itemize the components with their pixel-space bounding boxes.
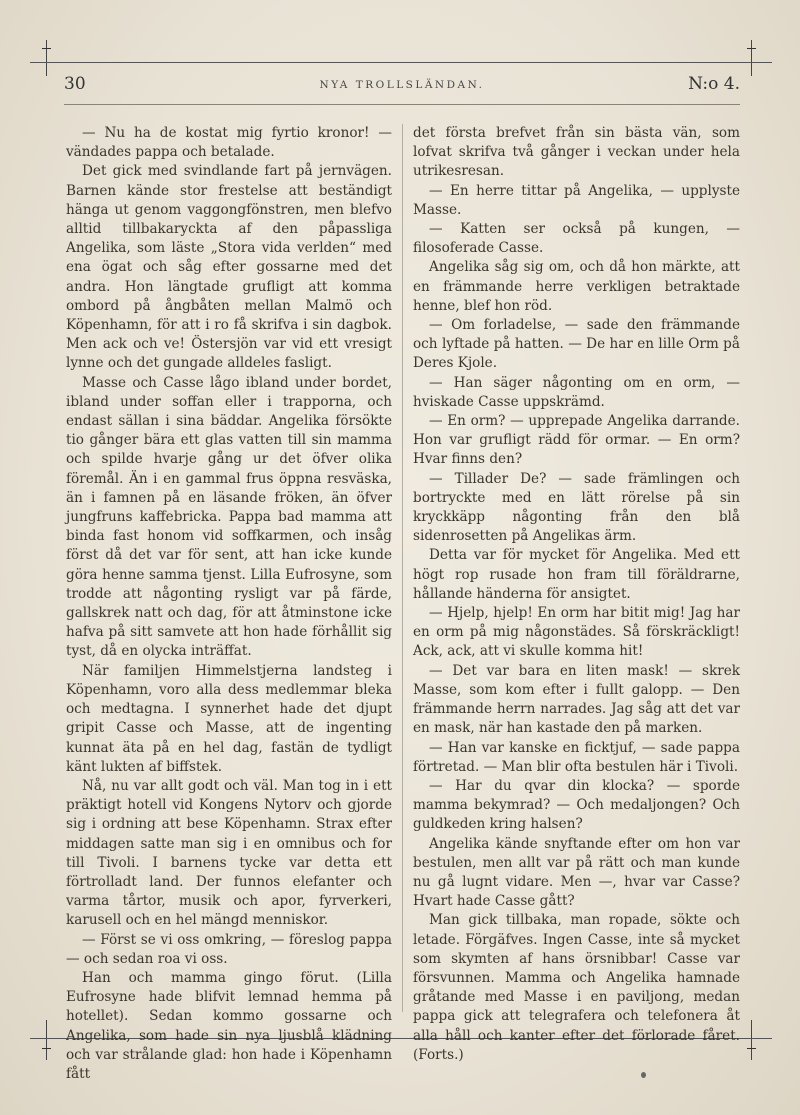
page-number: 30: [64, 74, 86, 94]
crop-mark: [42, 48, 51, 58]
paragraph: Angelika kände snyftande efter om hon var bestulen, men allt var på rätt och man kunde nu gå lugnt vidare. Men —, hvar var Casse? Hvart hade Casse gått?: [413, 835, 740, 910]
paragraph: Han och mamma gingo förut. (Lilla Eufrosyne hade blifvit lemnad hemma på hotellet). Sedan kommo gossarne och Angelika, som hade sin nya ljusblå klädning och var strålande glad: hon hade i Köpenhamn fått: [66, 969, 392, 1082]
paragraph: Nå, nu var allt godt och väl. Man tog in i ett präktigt hotell vid Kongens Nytorv och gjorde sig i ordning att bese Köpenhamn. Strax efter middagen satte man sig i en omnibus och for till Tivoli. I barnens tycke var detta ett förtrolladt land. Der funnos elefanter och varma tårtor, musik och apor, fyrverkeri, karusell och en hel mängd menniskor.: [66, 777, 392, 929]
paragraph: — En herre tittar på Angelika, — upplyste Masse.: [413, 182, 740, 218]
crop-mark: [42, 1048, 51, 1058]
paragraph: — Har du qvar din klocka? — sporde mamma bekymrad? — Och medaljongen? Och guldkeden kring halsen?: [413, 777, 740, 833]
right-text-column: [413, 124, 740, 1065]
left-text-column: [66, 124, 392, 1084]
paragraph: — En orm? — upprepade Angelika darrande. Hon var grufligt rädd för ormar. — En orm? Hvar finns den?: [413, 413, 740, 468]
paragraph: — Han var kanske en ficktjuf, — sade pappa förtretad. — Man blir ofta bestulen här i Tivoli.: [413, 739, 740, 775]
paragraph: det första brefvet från sin bästa vän, som lofvat skrifva två gånger i veckan under hela utrikesresan.: [413, 125, 740, 180]
paragraph: Detta var för mycket för Angelika. Med ett högt rop rusade hon fram till föräldrarne, hållande händerna för ansigtet.: [413, 547, 740, 602]
journal-title: NYA TROLLSLÄNDAN.: [319, 79, 485, 91]
registration-mark: [46, 40, 47, 76]
frame-rule-top: [30, 62, 772, 63]
ink-fleck: [641, 1072, 646, 1078]
paragraph: — Om forladelse, — sade den främmande och lyftade på hatten. — De har en lille Orm på Deres Kjole.: [413, 317, 740, 372]
page-header: [64, 74, 740, 98]
registration-mark: [751, 40, 752, 76]
paragraph: Det gick med svindlande fart på jernvägen. Barnen kände stor frestelse att beständigt hänga ut genom vaggongfönstren, men blefvo alltid tillbakaryckta af den påpassliga Angelika, som läste „Stora vida verlden“ med ena ögat och såg efter gossarne med det andra. Hon längtade grufligt att komma ombord på ångbåten mellan Malmö och Köpenhamn, för att i ro få skrifva i sin dagbok. Men ack och ve! Östersjön var vid ett vresigt lynne och det gungade alldeles fasligt.: [66, 163, 392, 372]
column-divider: [402, 124, 403, 1012]
paragraph: — Tillader De? — sade främlingen och bortryckte med en lätt rörelse på sin kryckkäpp någonting från den blå sidenrosetten på Angelikas ärm.: [413, 470, 740, 545]
paragraph: Angelika såg sig om, och då hon märkte, att en främmande herre verkligen betraktade henne, blef hon röd.: [413, 259, 740, 314]
crop-mark: [747, 48, 756, 58]
paragraph: Man gick tillbaka, man ropade, sökte och letade. Förgäfves. Ingen Casse, inte så mycket som skymten af hans örsnibbar! Casse var försvunnen. Mamma och Angelika hamnade gråtande med Masse i en paviljong, medan pappa gick att telegrafera och telefonera åt alla håll och kanter efter det förlorade fåret. (Forts.): [413, 912, 740, 1063]
paragraph: — Nu ha de kostat mig fyrtio kronor! — vändades pappa och betalade.: [66, 125, 392, 161]
paragraph: — Först se vi oss omkring, — föreslog pappa — och sedan roa vi oss.: [66, 931, 392, 967]
paragraph: — Han säger någonting om en orm, — hviskade Casse uppskrämd.: [413, 374, 740, 410]
paragraph: — Katten ser också på kungen, — filosoferade Casse.: [413, 221, 740, 257]
paragraph: — Hjelp, hjelp! En orm har bitit mig! Jag har en orm på mig någonstädes. Så förskräckligt! Ack, ack, att vi skulle komma hit!: [413, 605, 740, 660]
header-rule: [64, 104, 740, 105]
paragraph: — Det var bara en liten mask! — skrek Masse, som kom efter i fullt galopp. — Den främmande herrn narrades. Jag såg att det var en mask, när han kastade den på marken.: [413, 662, 740, 737]
paragraph: Masse och Casse lågo ibland under bordet, ibland under soffan eller i trapporna, och endast sällan i sina bäddar. Angelika försökte tio gånger bära ett glas vatten till sin mamma och spilde hvarje gång ur det öfver olika föremål. Än i en gammal frus öppna resväska, än i famnen på en läsande fröken, än öfver jungfruns kaffebricka. Pappa bad mamma att binda fast honom vid soffkarmen, och insåg först då det var för sent, att han icke kunde göra henne samma tjenst. Lilla Eufrosyne, som trodde att någonting rysligt var på färde, gallskrek natt och dag, för att åtminstone icke hafva på sitt samvete att hon hade förhållit sig tyst, då en olycka inträffat.: [66, 374, 392, 660]
crop-mark: [747, 1048, 756, 1058]
issue-number: N:o 4.: [688, 74, 740, 94]
paragraph: När familjen Himmelstjerna landsteg i Köpenhamn, voro alla dess medlemmar bleka och medtagna. I synnerhet hade det djupt gripit Casse och Masse, att de ingenting kunnat äta på en hel dag, fastän de tydligt känt lukten af biffstek.: [66, 662, 392, 775]
